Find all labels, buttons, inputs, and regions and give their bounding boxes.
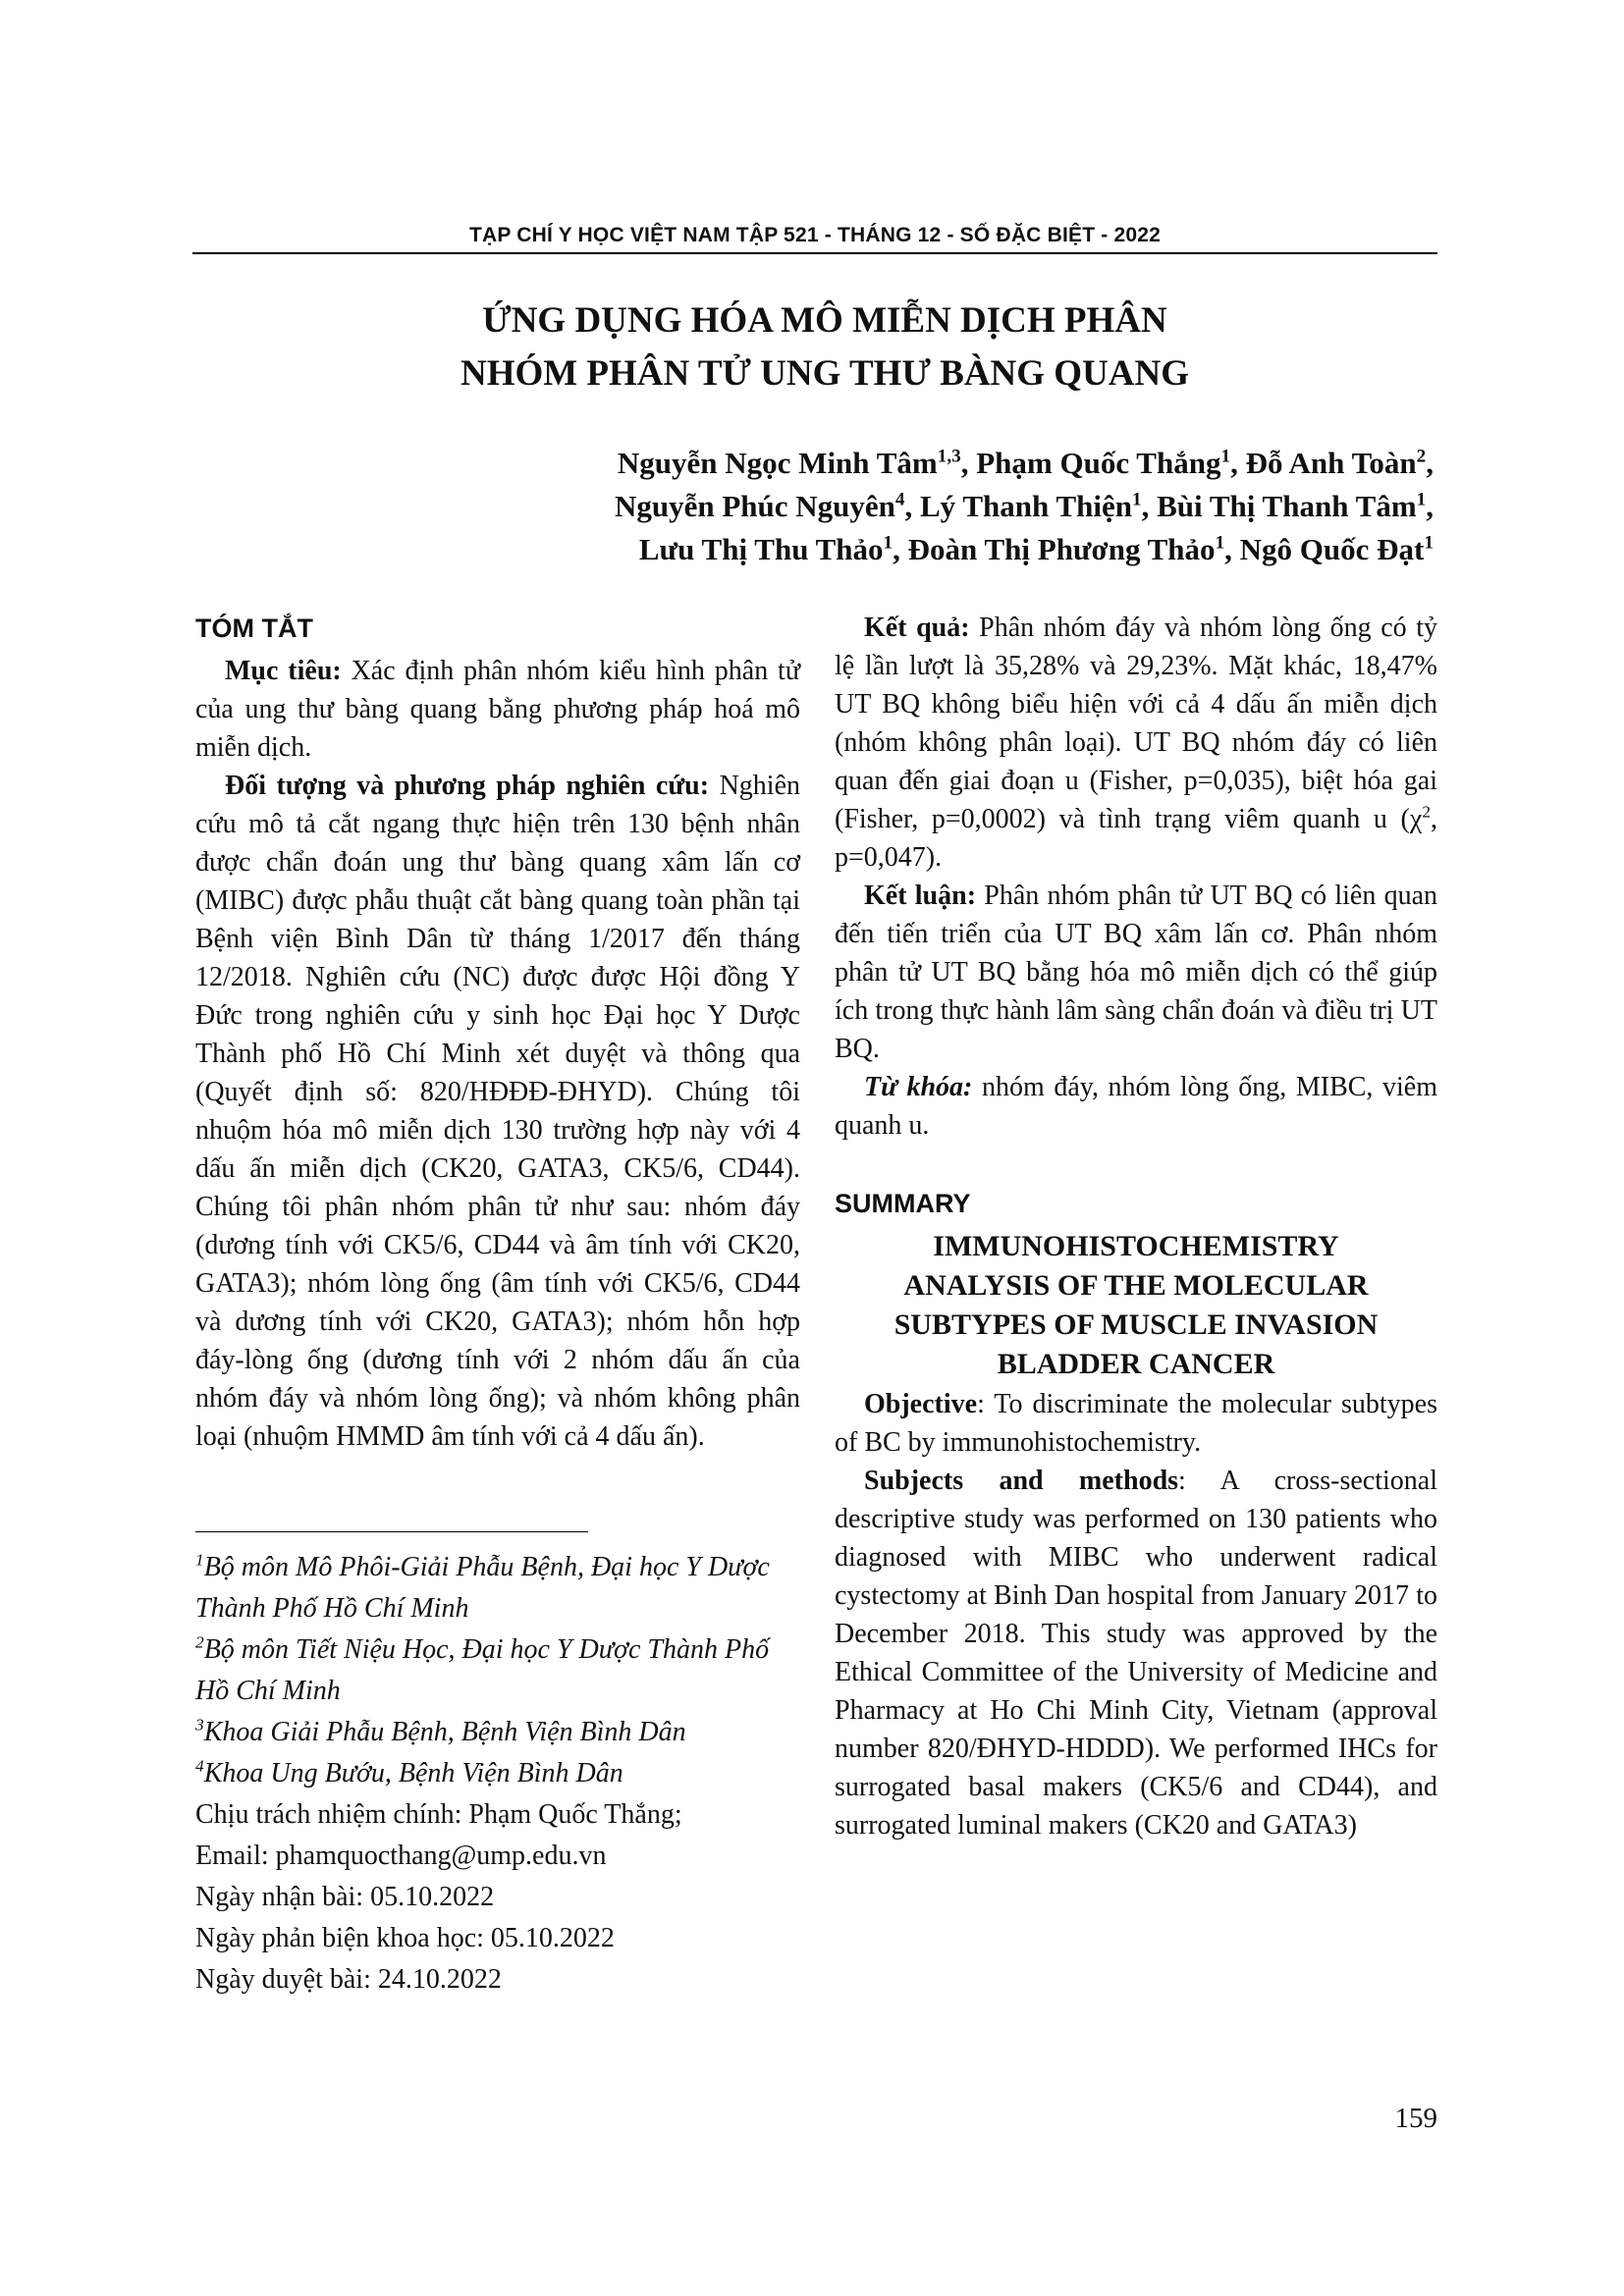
author-line-1: Nguyễn Ngọc Minh Tâm$^{1,3}$, Phạm Quốc Thắng$^1$, Đỗ Anh Toàn$^2$, (617, 446, 1434, 480)
author-affiliation-mark: 4 (894, 489, 905, 510)
affiliation-mark: 4 (195, 1756, 204, 1776)
received-date: Ngày nhận bài: 05.10.2022 (195, 1882, 495, 1912)
author-affiliation-mark: 1,3 (937, 446, 961, 467)
author-affiliation-mark: 1 (1416, 489, 1427, 510)
summary-objective (835, 1385, 1437, 1462)
affiliation-text: Khoa Giải Phẫu Bệnh, Bệnh Viện Bình Dân (203, 1717, 686, 1747)
summary-title (835, 1227, 1437, 1384)
methods-text: Nghiên cứu mô tả cắt ngang thực hiện trên 130 bệnh nhân được chẩn đoán ung thư bàng quang xâm lấn cơ (MIBC) được phẫu thuật cắt bàng quang toàn phần tại Bệnh viện Bình Dân từ tháng 1/2017 đến tháng 12/2018. Nghiên cứu (NC) được được Hội đồng Y Đức trong nghiên cứu y sinh học Đại học Y Dược Thành phố Hồ Chí Minh xét duyệt và thông qua (Quyết định số: 820/HĐĐĐ-ĐHYD). Chúng tôi nhuộm hóa mô miễn dịch 130 trường hợp này với 4 dấu ấn miễn dịch (CK20, GATA3, CK5/6, CD44). Chúng tôi phân nhóm phân tử như sau: nhóm đáy (dương tính với CK5/6, CD44 và âm tính với CK20, GATA3); nhóm lòng ống (âm tính với CK5/6, CD44 và dương tính với CK20, GATA3); nhóm hỗn hợp đáy-lòng ống (dương tính với 2 nhóm dấu ấn của nhóm đáy và nhóm lòng ống); và nhóm không phân loại (nhuộm HMMD âm tính với cả 4 dấu ấn). (195, 771, 801, 1452)
author-name: Đỗ Anh Toàn (1245, 446, 1417, 480)
methods-label: Đối tượng và phương pháp nghiên cứu: (225, 771, 710, 801)
abstract-methods (195, 767, 800, 1456)
summary-title-line-1: IMMUNOHISTOCHEMISTRY (933, 1230, 1339, 1262)
results-label: Kết quả: (864, 613, 970, 643)
title-line-2: NHÓM PHÂN TỬ UNG THƯ BÀNG QUANG (460, 353, 1190, 394)
affiliation-text: Khoa Ung Bướu, Bệnh Viện Bình Dân (203, 1758, 623, 1789)
summary-heading: SUMMARY (835, 1189, 971, 1218)
objective-text: Xác định phân nhóm kiểu hình phân tử của ung thư bàng quang bằng phương pháp hoá mô miễn dịch. (195, 656, 801, 763)
affiliation-4 (195, 1753, 800, 1794)
review-date: Ngày phản biện khoa học: 05.10.2022 (195, 1923, 615, 1953)
right-column (835, 609, 1437, 1844)
author-name: Nguyễn Ngọc Minh Tâm (617, 446, 938, 480)
author-affiliation-mark: 1 (1132, 489, 1142, 510)
affiliation-mark: 3 (195, 1715, 204, 1735)
running-header: TẠP CHÍ Y HỌC VIỆT NAM TẬP 521 - THÁNG 12 - SỐ ĐẶC BIỆT - 2022 (469, 224, 1161, 246)
author-line-2: Nguyễn Phúc Nguyên$^4$, Lý Thanh Thiện$^1$, Bùi Thị Thanh Tâm$^1$, (614, 489, 1434, 523)
page-number: 159 (1394, 2103, 1437, 2134)
corresponding-email: Email: phamquocthang@ump.edu.vn (195, 1841, 607, 1871)
summary-methods (835, 1462, 1437, 1844)
author-list (412, 442, 1434, 571)
author-affiliation-mark: 1 (883, 532, 893, 554)
author-name: Lý Thanh Thiện (920, 489, 1132, 523)
affiliation-text: Bộ môn Tiết Niệu Học, Đại học Y Dược Thành Phố Hồ Chí Minh (195, 1634, 770, 1706)
affiliation-1 (195, 1547, 800, 1629)
affiliation-mark: 1 (195, 1550, 204, 1570)
results-text-end: , p=0,047). (835, 804, 1437, 873)
keywords-label: Từ khóa: (864, 1072, 973, 1102)
conclusion-label: Kết luận: (864, 881, 977, 911)
abstract-keywords (835, 1068, 1437, 1145)
author-affiliation-mark: 1 (1215, 532, 1225, 554)
author-name: Bùi Thị Thanh Tâm (1157, 489, 1417, 523)
article-title (295, 294, 1355, 400)
chi-square-exponent: 2 (1422, 802, 1431, 822)
abstract-conclusion (835, 877, 1437, 1068)
author-name: Ngô Quốc Đạt (1239, 532, 1425, 566)
summary-title-line-3: SUBTYPES OF MUSCLE INVASION (893, 1308, 1379, 1341)
footnotes (195, 1547, 800, 2001)
affiliation-text: Bộ môn Mô Phôi-Giải Phẫu Bệnh, Đại học Y Dược Thành Phố Hồ Chí Minh (195, 1552, 770, 1624)
objective-label: Mục tiêu: (225, 656, 342, 686)
keywords-text: nhóm đáy, nhóm lòng ống, MIBC, viêm quanh u. (835, 1072, 1438, 1141)
author-affiliation-mark: 2 (1416, 446, 1427, 467)
abstract-objective (195, 652, 800, 767)
summary-methods-label: Subjects and methods (864, 1466, 1179, 1496)
author-name: Phạm Quốc Thắng (976, 446, 1221, 480)
affiliation-mark: 2 (195, 1632, 204, 1652)
affiliation-3 (195, 1712, 800, 1753)
summary-title-line-4: BLADDER CANCER (997, 1348, 1275, 1380)
abstract-heading: TÓM TẮT (195, 614, 313, 643)
corresponding-author: Chịu trách nhiệm chính: Phạm Quốc Thắng; (195, 1799, 682, 1830)
left-column (195, 609, 800, 1456)
summary-title-line-2: ANALYSIS OF THE MOLECULAR (903, 1269, 1369, 1302)
author-name: Lưu Thị Thu Thảo (638, 532, 884, 566)
title-line-1: ỨNG DỤNG HÓA MÔ MIỄN DỊCH PHÂN (482, 300, 1167, 341)
author-name: Đoàn Thị Phương Thảo (907, 532, 1216, 566)
abstract-results (835, 609, 1437, 877)
footnote-rule (195, 1531, 588, 1532)
results-text: Phân nhóm đáy và nhóm lòng ống có tỷ lệ lần lượt là 35,28% và 29,23%. Mặt khác, 18,47% UT BQ không biểu hiện với cả 4 dấu ấn miễn dịch (nhóm không phân loại). UT BQ nhóm đáy có liên quan đến giai đoạn u (Fisher, p=0,035), biệt hóa gai (Fisher, p=0,0002) và tình trạng viêm quanh u ( (835, 613, 1438, 834)
author-affiliation-mark: 1 (1220, 446, 1231, 467)
header-rule (192, 252, 1437, 254)
conclusion-text: Phân nhóm phân tử UT BQ có liên quan đến tiến triển của UT BQ xâm lấn cơ. Phân nhóm phân tử UT BQ bằng hóa mô miễn dịch có thể giúp ích trong thực hành lâm sàng chẩn đoán và điều trị UT BQ. (835, 881, 1437, 1064)
author-line-3: Lưu Thị Thu Thảo$^1$, Đoàn Thị Phương Thảo$^1$, Ngô Quốc Đạt$^1$ (638, 532, 1434, 566)
author-affiliation-mark: 1 (1424, 532, 1434, 554)
summary-objective-label: Objective (864, 1389, 978, 1419)
chi-square-symbol: χ (1409, 804, 1423, 834)
summary-methods-text: : A cross-sectional descriptive study was performed on 130 patients who diagnosed with MIBC who underwent radical cystectomy at Binh Dan hospital from January 2017 to December 2018. This study was approved by the Ethical Committee of the University of Medicine and Pharmacy at Ho Chi Minh City, Vietnam (approval number 820/ĐHYD-HDDD). We performed IHCs for surrogated basal makers (CK5/6 and CD44), and surrogated luminal makers (CK20 and GATA3) (835, 1466, 1437, 1841)
approval-date: Ngày duyệt bài: 24.10.2022 (195, 1964, 502, 1995)
summary-objective-text: : To discriminate the molecular subtypes of BC by immunohistochemistry. (835, 1389, 1437, 1458)
author-name: Nguyễn Phúc Nguyên (614, 489, 895, 523)
affiliation-2 (195, 1629, 800, 1712)
